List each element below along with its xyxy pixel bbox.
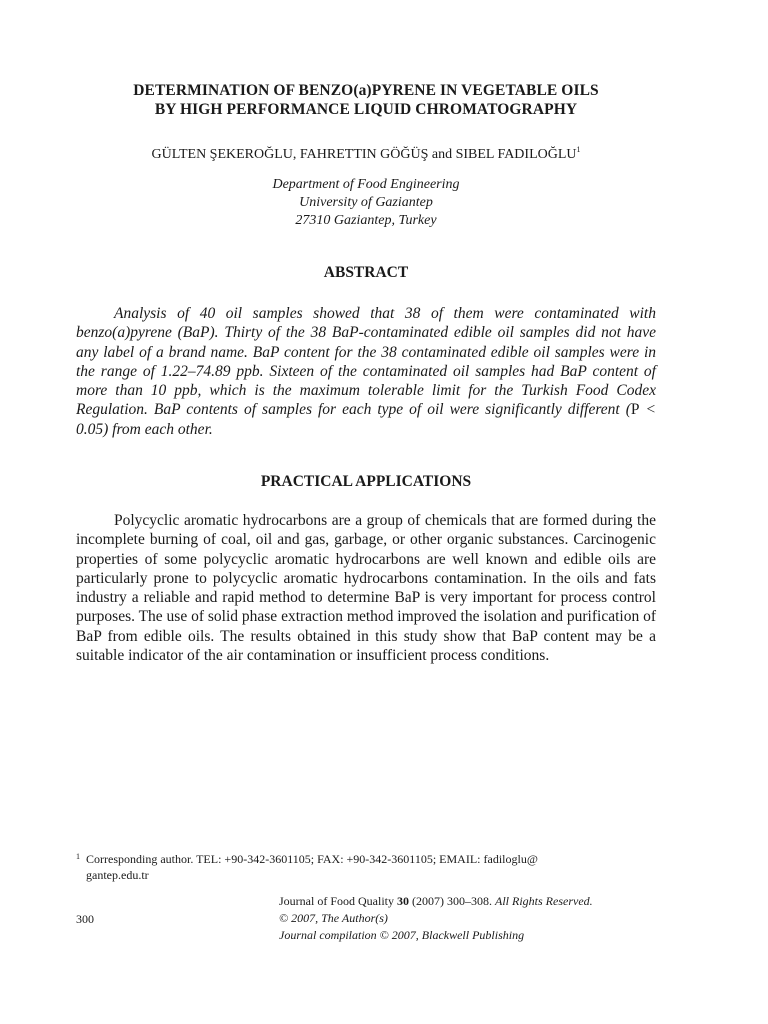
corresponding-author-footnote: [76, 849, 656, 883]
author-list: [76, 141, 656, 164]
abstract-p-symbol: P: [630, 401, 640, 419]
journal-name: Journal of Food Quality: [279, 894, 397, 908]
journal-copyright: © 2007, The Author(s): [279, 911, 388, 925]
journal-citation: [279, 893, 659, 944]
affiliation: [76, 176, 656, 230]
footnote-mark: 1: [76, 852, 80, 861]
journal-rights: All Rights Reserved.: [495, 894, 593, 908]
page-number: 300: [76, 912, 94, 926]
practical-applications-heading: PRACTICAL APPLICATIONS: [260, 473, 472, 490]
paper-title: [76, 81, 656, 119]
footnote-line-1: Corresponding author. TEL: +90-342-3601105; FAX: +90-342-3601105; EMAIL: fadiloglu@: [86, 852, 538, 866]
author-names: GÜLTEN ŞEKEROĞLU, FAHRETTIN GÖĞÜŞ and SIBEL FADILOĞLU: [151, 147, 577, 162]
affiliation-address: 27310 Gaziantep, Turkey: [295, 213, 437, 228]
journal-pages: (2007) 300–308.: [409, 894, 495, 908]
title-line-1: DETERMINATION OF BENZO(a)PYRENE IN VEGETABLE OILS: [133, 82, 599, 99]
abstract-text: [76, 304, 656, 439]
journal-compilation: Journal compilation © 2007, Blackwell Publishing: [279, 928, 525, 942]
practical-applications-text: Polycyclic aromatic hydrocarbons are a group of chemicals that are formed during the incomplete burning of coal, oil and gas, garbage, or other organic substances. Carcinogenic properties of some polycyclic aromatic hydrocarbons are well known and edible oils are particularly prone to polycyclic aromatic hydrocarbons contamination. In the oils and fats industry a reliable and rapid method to determine BaP is very important for process control purposes. The use of solid phase extraction method improved the isolation and purification of BaP from edible oils. The results obtained in this study show that BaP content may be a suitable indicator of the air contamination or insufficient process conditions.: [76, 512, 656, 665]
abstract-heading: ABSTRACT: [323, 264, 409, 281]
title-line-2: BY HIGH PERFORMANCE LIQUID CHROMATOGRAPHY: [154, 101, 578, 118]
author-footnote-mark: 1: [576, 145, 581, 154]
affiliation-department: Department of Food Engineering: [272, 177, 460, 192]
journal-volume: 30: [397, 894, 409, 908]
abstract-text-main: Analysis of 40 oil samples showed that 38 of them were contaminated with benzo(a)pyrene (BaP). Thirty of the 38 BaP-contaminated edible oil samples did not have any label of a brand name. BaP content for the 38 contaminated edible oil samples were in the range of 1.22–74.89 ppb. Sixteen of the contaminated oil samples had BaP content of more than 10 ppb, which is the maximum tolerable limit for the Turkish Food Codex Regulation. BaP contents of samples for each type of oil were significantly different (: [76, 305, 656, 419]
affiliation-university: University of Gaziantep: [299, 195, 433, 210]
abstract-text-end: < 0.05) from each other.: [76, 401, 656, 438]
footnote-line-2: gantep.edu.tr: [86, 868, 149, 882]
